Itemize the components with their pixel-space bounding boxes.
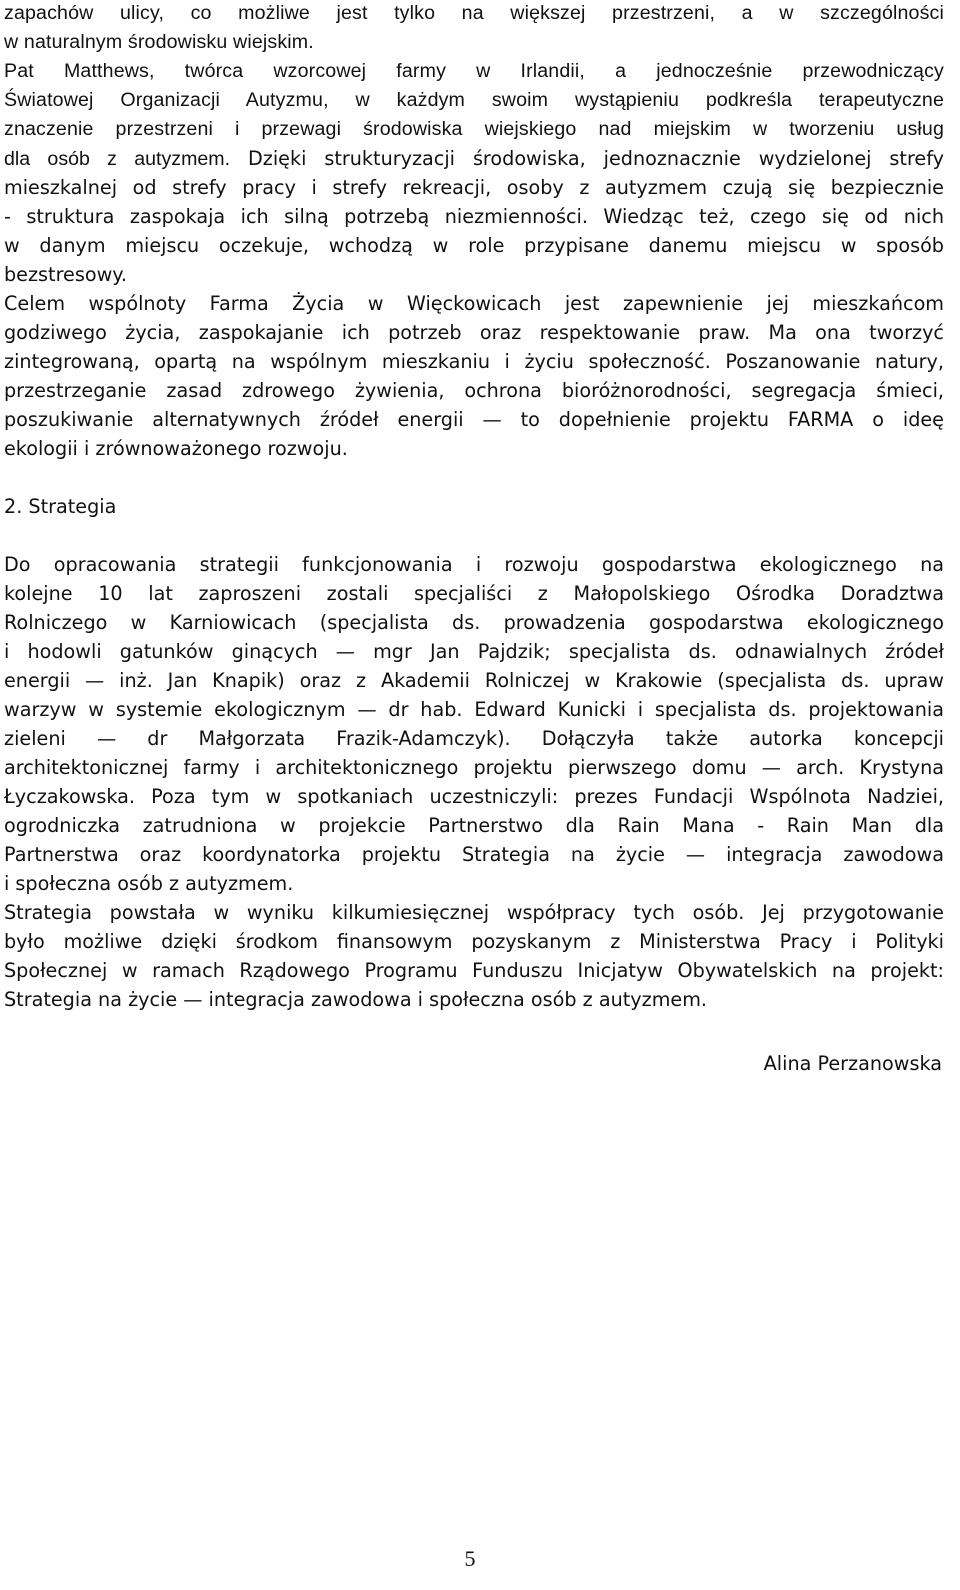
text-line: Strategia powstała w wyniku kilkumiesięcznej współpracy tych osób. Jej przygotowanie (4, 901, 944, 924)
spacer (4, 464, 944, 493)
text-line: Łyczakowska. Poza tym w spotkaniach uczestniczyli: prezes Fundacji Wspólnota Nadziei, (4, 785, 944, 808)
text-line: ekologii i zrównoważonego rozwoju. (4, 437, 348, 460)
text-fragment: dla osób z autyzmem. (4, 148, 231, 170)
text-line: i hodowli gatunków ginących — mgr Jan Pajdzik; specjalista ds. odnawialnych źródeł (4, 640, 944, 663)
text-line: godziwego życia, zaspokajanie ich potrzeb oraz respektowanie praw. Ma ona tworzyć (4, 321, 944, 344)
text-line: Strategia na życie — integracja zawodowa i społeczna osób z autyzmem. (4, 988, 707, 1011)
spacer (4, 522, 944, 551)
text-line: Rolniczego w Karniowicach (specjalista ds. prowadzenia gospodarstwa ekologicznego (4, 611, 944, 634)
text-line: znaczenie przestrzeni i przewagi środowiska wiejskiego nad miejskim w tworzeniu usług (4, 118, 944, 140)
text-line: Światowej Organizacji Autyzmu, w każdym swoim wystąpieniu podkreśla terapeutyczne (4, 89, 944, 111)
page-number: 5 (464, 1546, 476, 1571)
text-line: Pat Matthews, twórca wzorcowej farmy w Irlandii, a jednocześnie przewodniczący (4, 60, 944, 82)
text-line: Celem wspólnoty Farma Życia w Więckowicach jest zapewnienie jej mieszkańcom (4, 292, 944, 315)
text-line: i społeczna osób z autyzmem. (4, 872, 294, 895)
paragraph-body (4, 174, 944, 464)
text-line: było możliwe dzięki środkom finansowym pozyskanym z Ministerstwa Pracy i Polityki (4, 930, 944, 953)
text-line: bezstresowy. (4, 263, 127, 286)
text-line (4, 145, 944, 174)
paragraph-intro (4, 0, 944, 174)
text-line: Do opracowania strategii funkcjonowania i rozwoju gospodarstwa ekologicznego na (4, 553, 944, 576)
text-line: mieszkalnej od strefy pracy i strefy rekreacji, osoby z autyzmem czują się bezpiecznie (4, 176, 944, 199)
text-line: kolejne 10 lat zaproszeni zostali specjaliści z Małopolskiego Ośrodka Doradztwa (4, 582, 944, 605)
paragraph-strategy (4, 551, 944, 1015)
text-line: ogrodniczka zatrudniona w projekcie Partnerstwo dla Rain Mana - Rain Man dla (4, 814, 944, 837)
text-fragment: Dzięki strukturyzacji środowiska, jednoznacznie wydzielonej strefy (230, 147, 944, 170)
document-body (4, 0, 944, 1015)
text-line: zieleni — dr Małgorzata Frazik-Adamczyk). Dołączyła także autorka koncepcji (4, 727, 944, 750)
text-line: przestrzeganie zasad zdrowego żywienia, ochrona bioróżnorodności, segregacja śmieci, (4, 379, 944, 402)
text-line: architektonicznej farmy i architektonicznego projektu pierwszego domu — arch. Krystyna (4, 756, 944, 779)
section-heading: 2. Strategia (4, 495, 117, 518)
text-line: warzyw w systemie ekologicznym — dr hab. Edward Kunicki i specjalista ds. projektowania (4, 698, 944, 721)
text-line: zintegrowaną, opartą na wspólnym mieszkaniu i życiu społeczność. Poszanowanie natury, (4, 350, 944, 373)
text-line: w danym miejscu oczekuje, wchodzą w role przypisane danemu miejscu w sposób (4, 234, 944, 257)
text-line: zapachów ulicy, co możliwe jest tylko na większej przestrzeni, a w szczególności (4, 2, 944, 24)
text-line: - struktura zaspokaja ich silną potrzebą niezmienności. Wiedząc też, czego się od nich (4, 205, 944, 228)
text-line: Partnerstwa oraz koordynatorka projektu Strategia na życie — integracja zawodowa (4, 843, 944, 866)
text-line: energii — inż. Jan Knapik) oraz z Akademii Rolniczej w Krakowie (specjalista ds. upraw (4, 669, 944, 692)
text-line: Społecznej w ramach Rządowego Programu Funduszu Inicjatyw Obywatelskich na projekt: (4, 959, 944, 982)
text-line: w naturalnym środowisku wiejskim. (4, 31, 314, 53)
author-signature: Alina Perzanowska (763, 1052, 942, 1075)
text-line: poszukiwanie alternatywnych źródeł energii — to dopełnienie projektu FARMA o ideę (4, 408, 944, 431)
